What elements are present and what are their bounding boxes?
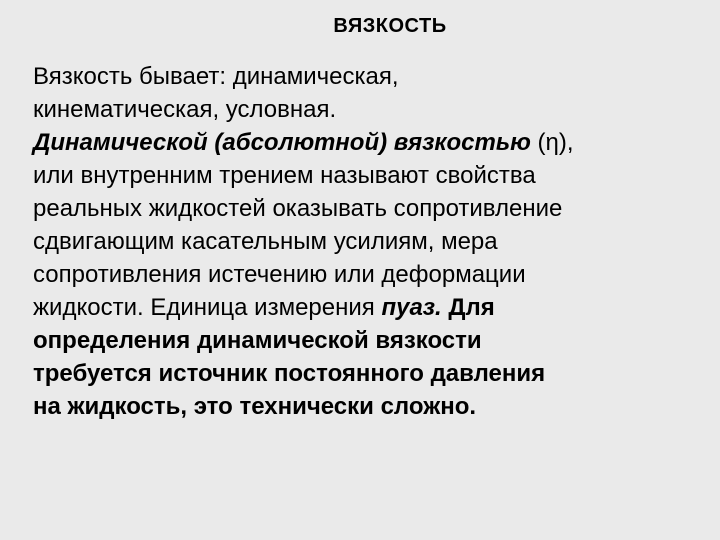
body-line-5: реальных жидкостей оказывать сопротивление (33, 195, 563, 222)
bold-sentence-start: Для (441, 294, 495, 321)
body-line-1: Вязкость бывает: динамическая, (33, 63, 399, 90)
body-line-6: сдвигающим касательным усилиям, мера (33, 228, 498, 255)
eta-symbol-text: (η), (530, 129, 574, 156)
body-line-8 (33, 291, 693, 324)
body-line-2: кинематическая, условная. (33, 96, 337, 123)
body-line-3 (33, 126, 693, 159)
body-line-9: определения динамической вязкости (33, 327, 482, 354)
dynamic-viscosity-term: Динамической (абсолютной) вязкостью (33, 129, 531, 156)
unit-intro-text: жидкости. Единица измерения (33, 294, 382, 321)
unit-poise: пуаз. (381, 294, 442, 321)
body-line-10: требуется источник постоянного давления (33, 360, 546, 387)
body-line-11: на жидкость, это технически сложно. (33, 393, 477, 420)
slide-title: ВЯЗКОСТЬ (333, 15, 447, 37)
slide-body (33, 60, 693, 423)
body-line-4: или внутренним трением называют свойства (33, 162, 536, 189)
body-line-7: сопротивления истечению или деформации (33, 261, 526, 288)
